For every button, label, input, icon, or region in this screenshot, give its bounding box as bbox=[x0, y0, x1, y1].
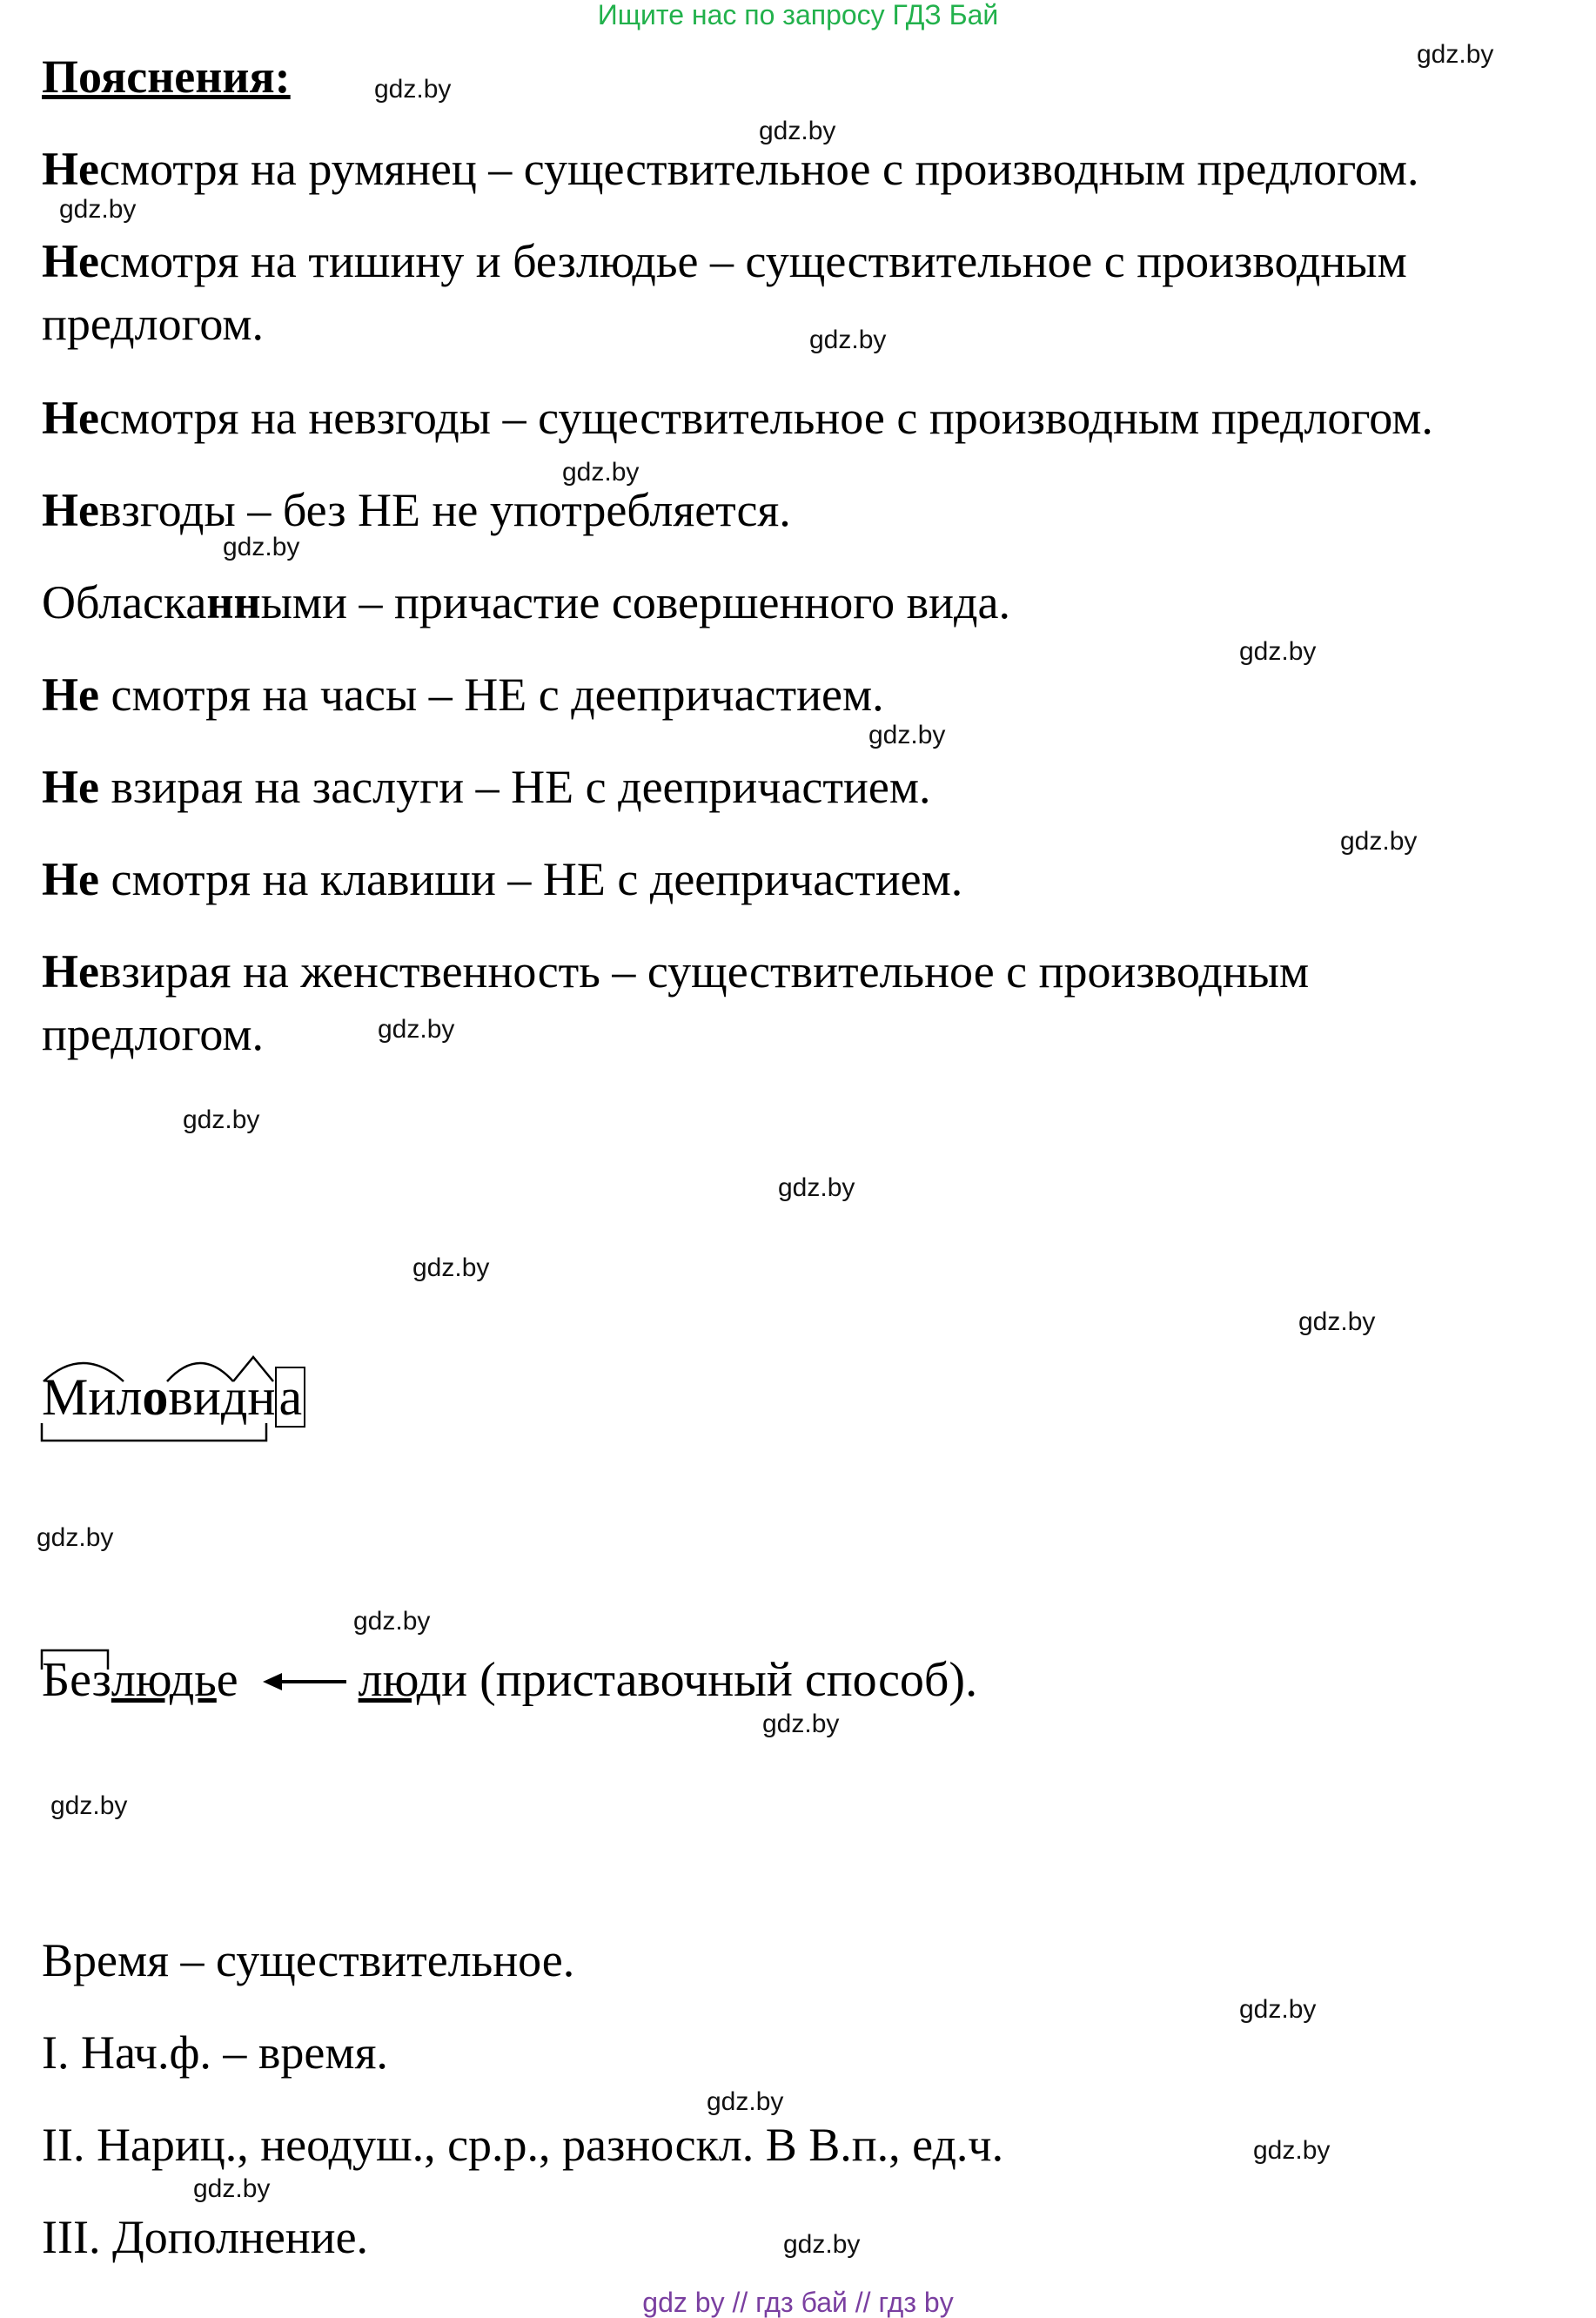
explanation-line-2 bbox=[42, 230, 1407, 292]
derived-ending: е bbox=[216, 1653, 238, 1707]
line-text: смотря на клавиши – НЕ с деепричастием. bbox=[98, 853, 963, 905]
line-text: смотря на невзгоды – существительное с производным предлогом. bbox=[98, 392, 1433, 444]
watermark: gdz.by bbox=[783, 2230, 861, 2259]
watermark: gdz.by bbox=[37, 1523, 114, 1552]
analysis-line-3: II. Нариц., неодуш., ср.р., разноскл. В В.п., ед.ч. bbox=[42, 2119, 1004, 2171]
ending-box: а bbox=[275, 1367, 305, 1428]
derivation-arrow-icon bbox=[259, 1664, 355, 1699]
explanation-line-1 bbox=[42, 138, 1419, 200]
watermark: gdz.by bbox=[809, 326, 887, 354]
line-text: предлогом. bbox=[42, 298, 265, 350]
watermark: gdz.by bbox=[1253, 2136, 1331, 2165]
bold-letters: нн bbox=[206, 576, 261, 628]
morph-part: Мил bbox=[42, 1368, 143, 1426]
watermark: gdz.by bbox=[707, 2087, 784, 2116]
analysis-line-4: III. Дополнение. bbox=[42, 2211, 369, 2263]
watermark: gdz.by bbox=[762, 1710, 840, 1738]
derived-prefix: Без bbox=[42, 1653, 111, 1707]
explanation-line-3 bbox=[42, 386, 1433, 449]
bold-prefix: Не bbox=[42, 143, 99, 195]
watermark: gdz.by bbox=[374, 75, 452, 104]
watermark: gdz.by bbox=[412, 1253, 490, 1282]
explanation-line-7 bbox=[42, 756, 931, 818]
line-text: смотря на румянец – существительное с производным предлогом. bbox=[98, 143, 1419, 195]
morph-word bbox=[42, 1367, 305, 1428]
line-text: взирая на заслуги – НЕ с деепричастием. bbox=[98, 761, 931, 813]
line-text: смотря на тишину и безлюдье – существительное с производным bbox=[98, 235, 1407, 287]
explanation-line-5 bbox=[42, 571, 1010, 634]
top-banner[interactable]: Ищите нас по запросу ГДЗ Бай bbox=[597, 0, 999, 30]
page-title: Пояснения: bbox=[42, 50, 291, 103]
watermark: gdz.by bbox=[1239, 637, 1317, 666]
line-text: взгоды – без НЕ не употребляется. bbox=[98, 484, 791, 536]
bold-prefix: Не bbox=[42, 484, 99, 536]
watermark: gdz.by bbox=[1239, 1995, 1317, 2024]
explanation-line-9 bbox=[42, 940, 1309, 1003]
morph-part: видн bbox=[168, 1368, 276, 1426]
derived-root: людь bbox=[111, 1653, 217, 1707]
source-ending: и bbox=[441, 1653, 468, 1707]
bold-prefix: Не bbox=[42, 392, 99, 444]
bold-prefix: Не bbox=[42, 669, 99, 721]
line-text: предлогом. bbox=[42, 1008, 265, 1060]
watermark: gdz.by bbox=[183, 1105, 260, 1134]
source-root: люд bbox=[358, 1653, 442, 1707]
derivation-note: (приставочный способ). bbox=[467, 1653, 978, 1707]
explanation-line-8 bbox=[42, 848, 962, 910]
explanation-line-2-cont bbox=[42, 292, 264, 355]
bold-prefix: Не bbox=[42, 945, 99, 998]
watermark: gdz.by bbox=[1417, 40, 1494, 69]
watermark: gdz.by bbox=[1340, 827, 1418, 856]
watermark: gdz.by bbox=[778, 1173, 855, 1202]
derivation-line bbox=[42, 1649, 977, 1710]
bold-prefix: Не bbox=[42, 235, 99, 287]
watermark: gdz.by bbox=[759, 117, 836, 145]
bold-prefix: Не bbox=[42, 853, 99, 905]
bottom-banner[interactable]: gdz by // гдз бай // гдз by bbox=[642, 2287, 954, 2318]
line-text: смотря на часы – НЕ с деепричастием. bbox=[98, 669, 884, 721]
line-text: ыми – причастие совершенного вида. bbox=[260, 576, 1010, 628]
watermark: gdz.by bbox=[50, 1791, 128, 1820]
analysis-line-2: I. Нач.ф. – время. bbox=[42, 2026, 388, 2079]
watermark: gdz.by bbox=[193, 2174, 271, 2203]
watermark: gdz.by bbox=[868, 721, 946, 749]
analysis-line-1: Время – существительное. bbox=[42, 1934, 575, 1986]
watermark: gdz.by bbox=[378, 1015, 455, 1044]
watermark: gdz.by bbox=[223, 533, 300, 561]
line-text-pre: Обласка bbox=[42, 576, 207, 628]
watermark: gdz.by bbox=[1298, 1307, 1376, 1336]
line-text: взирая на женственность – существительное с производным bbox=[98, 945, 1310, 998]
watermark: gdz.by bbox=[353, 1607, 431, 1636]
watermark: gdz.by bbox=[59, 195, 137, 224]
connecting-vowel: о bbox=[142, 1368, 169, 1426]
watermark: gdz.by bbox=[562, 458, 640, 487]
explanation-line-4 bbox=[42, 479, 791, 541]
explanation-line-9-cont bbox=[42, 1003, 264, 1065]
bold-prefix: Не bbox=[42, 761, 99, 813]
explanation-line-6 bbox=[42, 663, 884, 726]
